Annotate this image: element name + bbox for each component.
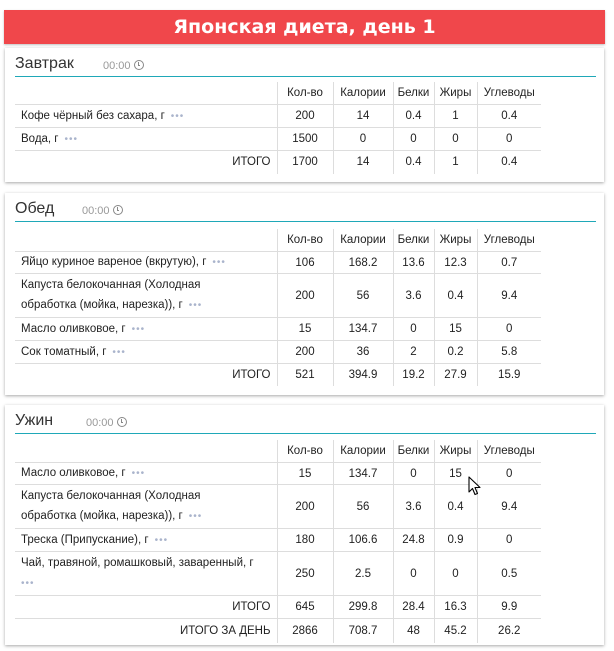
food-cal: 14 xyxy=(333,105,393,128)
total-fat: 27.9 xyxy=(434,364,477,386)
food-carb: 9.4 xyxy=(477,274,541,318)
col-cal-header: Калории xyxy=(333,82,393,105)
food-fat: 0.2 xyxy=(434,341,477,364)
more-ellipsis-icon[interactable]: ••• xyxy=(188,511,203,522)
col-carb-header: Углеводы xyxy=(477,440,541,463)
food-qty: 250 xyxy=(277,552,333,596)
total-label: ИТОГО xyxy=(232,156,271,169)
col-carb-header: Углеводы xyxy=(477,82,541,105)
meal-header xyxy=(15,199,596,222)
food-qty: 106 xyxy=(277,252,333,274)
food-carb: 0.7 xyxy=(477,252,541,274)
day-total-qty: 2866 xyxy=(277,619,333,643)
col-protein-header: Белки xyxy=(393,229,434,252)
food-cal: 0 xyxy=(333,128,393,151)
col-cal-header: Калории xyxy=(333,440,393,463)
food-name: Масло оливковое, г ••• xyxy=(15,463,277,485)
food-name: Яйцо куриное вареное (вкрутую), г ••• xyxy=(15,252,277,274)
mouse-pointer-icon xyxy=(468,476,482,496)
food-name: Капуста белокочанная (Холодная обработка (мойка, нарезка)), г ••• xyxy=(15,274,277,318)
food-row[interactable] xyxy=(15,128,541,151)
more-ellipsis-icon[interactable]: ••• xyxy=(112,346,126,358)
food-cal: 168.2 xyxy=(333,252,393,274)
day-total-label: ИТОГО ЗА ДЕНЬ xyxy=(179,624,271,637)
total-protein: 0.4 xyxy=(393,151,434,174)
clock-icon xyxy=(134,60,144,70)
food-protein: 3.6 xyxy=(393,485,434,529)
total-protein: 19.2 xyxy=(393,364,434,386)
col-protein-header: Белки xyxy=(393,82,434,105)
food-protein: 3.6 xyxy=(393,274,434,318)
meal-card-breakfast xyxy=(5,48,604,182)
meal-header xyxy=(15,54,596,77)
food-carb: 0 xyxy=(477,318,541,341)
food-row[interactable] xyxy=(15,318,541,341)
total-cal: 394.9 xyxy=(333,364,393,386)
food-fat: 15 xyxy=(434,318,477,341)
food-protein: 0 xyxy=(393,318,434,341)
food-name: Чай, травяной, ромашковый, заваренный, г ••• xyxy=(15,552,277,596)
header-spacer xyxy=(15,229,277,252)
food-carb: 5.8 xyxy=(477,341,541,364)
food-row[interactable] xyxy=(15,485,541,529)
food-protein: 0 xyxy=(393,463,434,485)
header-spacer xyxy=(15,440,277,463)
food-row[interactable] xyxy=(15,463,541,485)
meal-header xyxy=(15,411,596,434)
food-qty: 15 xyxy=(277,318,333,341)
page-title: Японская диета, день 1 xyxy=(173,16,436,38)
food-qty: 200 xyxy=(277,341,333,364)
meal-time[interactable]: 00:00 xyxy=(82,205,123,217)
food-cal: 56 xyxy=(333,274,393,318)
food-cal: 134.7 xyxy=(333,463,393,485)
total-protein: 28.4 xyxy=(393,596,434,619)
meal-table xyxy=(15,229,541,386)
total-carb: 15.9 xyxy=(477,364,541,386)
food-cal: 134.7 xyxy=(333,318,393,341)
food-qty: 200 xyxy=(277,274,333,318)
meal-title: Обед xyxy=(15,200,55,217)
col-cal-header: Калории xyxy=(333,229,393,252)
food-cal: 36 xyxy=(333,341,393,364)
food-row[interactable] xyxy=(15,341,541,364)
total-label: ИТОГО xyxy=(232,368,271,381)
col-fat-header: Жиры xyxy=(434,82,477,105)
meal-total-row xyxy=(15,151,541,174)
food-qty: 200 xyxy=(277,105,333,128)
food-qty: 180 xyxy=(277,529,333,552)
meal-card-lunch xyxy=(5,193,604,395)
total-qty: 521 xyxy=(277,364,333,386)
food-carb: 0.5 xyxy=(477,552,541,596)
food-cal: 2.5 xyxy=(333,552,393,596)
food-protein: 13.6 xyxy=(393,252,434,274)
page-title-banner xyxy=(4,10,605,44)
food-name: Сок томатный, г ••• xyxy=(15,341,277,364)
total-qty: 1700 xyxy=(277,151,333,174)
total-carb: 0.4 xyxy=(477,151,541,174)
total-fat: 1 xyxy=(434,151,477,174)
more-ellipsis-icon[interactable]: ••• xyxy=(154,534,169,546)
header-spacer xyxy=(15,82,277,105)
day-total-fat: 45.2 xyxy=(434,619,477,643)
col-qty-header: Кол-во xyxy=(277,82,333,105)
food-fat: 12.3 xyxy=(434,252,477,274)
meal-title: Завтрак xyxy=(15,55,74,72)
food-row[interactable] xyxy=(15,252,541,274)
food-protein: 0.4 xyxy=(393,105,434,128)
food-qty: 15 xyxy=(277,463,333,485)
food-cal: 56 xyxy=(333,485,393,529)
food-fat: 0.4 xyxy=(434,485,477,529)
food-carb: 9.4 xyxy=(477,485,541,529)
col-protein-header: Белки xyxy=(393,440,434,463)
more-ellipsis-icon[interactable]: ••• xyxy=(21,578,35,589)
day-total-protein: 48 xyxy=(393,619,434,643)
food-row[interactable] xyxy=(15,105,541,128)
more-ellipsis-icon[interactable]: ••• xyxy=(64,133,79,145)
food-carb: 0 xyxy=(477,463,541,485)
day-total-cal: 708.7 xyxy=(333,619,393,643)
food-fat: 15 xyxy=(434,463,477,485)
meal-table xyxy=(15,440,541,643)
food-row[interactable] xyxy=(15,552,541,596)
more-ellipsis-icon[interactable]: ••• xyxy=(131,468,146,479)
food-protein: 2 xyxy=(393,341,434,364)
day-total-carb: 26.2 xyxy=(477,619,541,643)
food-row[interactable] xyxy=(15,529,541,552)
food-name: Вода, г ••• xyxy=(15,128,277,151)
more-ellipsis-icon[interactable]: ••• xyxy=(131,323,146,335)
col-qty-header: Кол-во xyxy=(277,440,333,463)
food-qty: 1500 xyxy=(277,128,333,151)
food-fat: 0.9 xyxy=(434,529,477,552)
food-fat: 0 xyxy=(434,128,477,151)
total-label: ИТОГО xyxy=(15,596,277,619)
clock-icon xyxy=(113,205,123,215)
total-qty: 645 xyxy=(277,596,333,619)
food-carb: 0.4 xyxy=(477,105,541,128)
food-carb: 0 xyxy=(477,128,541,151)
food-qty: 200 xyxy=(277,485,333,529)
food-fat: 0 xyxy=(434,552,477,596)
food-name: Капуста белокочанная (Холодная обработка (мойка, нарезка)), г ••• xyxy=(15,485,277,529)
col-qty-header: Кол-во xyxy=(277,229,333,252)
meal-title: Ужин xyxy=(15,412,54,429)
meal-time[interactable]: 00:00 xyxy=(103,60,144,72)
meal-total-row xyxy=(15,364,541,386)
food-fat: 1 xyxy=(434,105,477,128)
food-protein: 0 xyxy=(393,552,434,596)
food-row[interactable] xyxy=(15,274,541,318)
meal-table xyxy=(15,82,541,174)
clock-icon xyxy=(117,417,127,427)
more-ellipsis-icon[interactable]: ••• xyxy=(170,110,185,122)
more-ellipsis-icon[interactable]: ••• xyxy=(188,300,203,311)
total-carb: 9.9 xyxy=(477,596,541,619)
col-fat-header: Жиры xyxy=(434,440,477,463)
food-fat: 0.4 xyxy=(434,274,477,318)
food-protein: 0 xyxy=(393,128,434,151)
meal-card-dinner xyxy=(5,405,604,645)
food-name: Масло оливковое, г ••• xyxy=(15,318,277,341)
food-carb: 0 xyxy=(477,529,541,552)
total-cal: 14 xyxy=(333,151,393,174)
food-protein: 24.8 xyxy=(393,529,434,552)
food-name: Кофе чёрный без сахара, г ••• xyxy=(15,105,277,128)
meal-time[interactable]: 00:00 xyxy=(86,417,127,429)
more-ellipsis-icon[interactable]: ••• xyxy=(212,257,226,268)
total-fat: 16.3 xyxy=(434,596,477,619)
col-carb-header: Углеводы xyxy=(477,229,541,252)
meal-total-row xyxy=(15,596,541,619)
day-total-row xyxy=(15,619,541,643)
col-fat-header: Жиры xyxy=(434,229,477,252)
food-name: Треска (Припускание), г ••• xyxy=(15,529,277,552)
total-cal: 299.8 xyxy=(333,596,393,619)
food-cal: 106.6 xyxy=(333,529,393,552)
